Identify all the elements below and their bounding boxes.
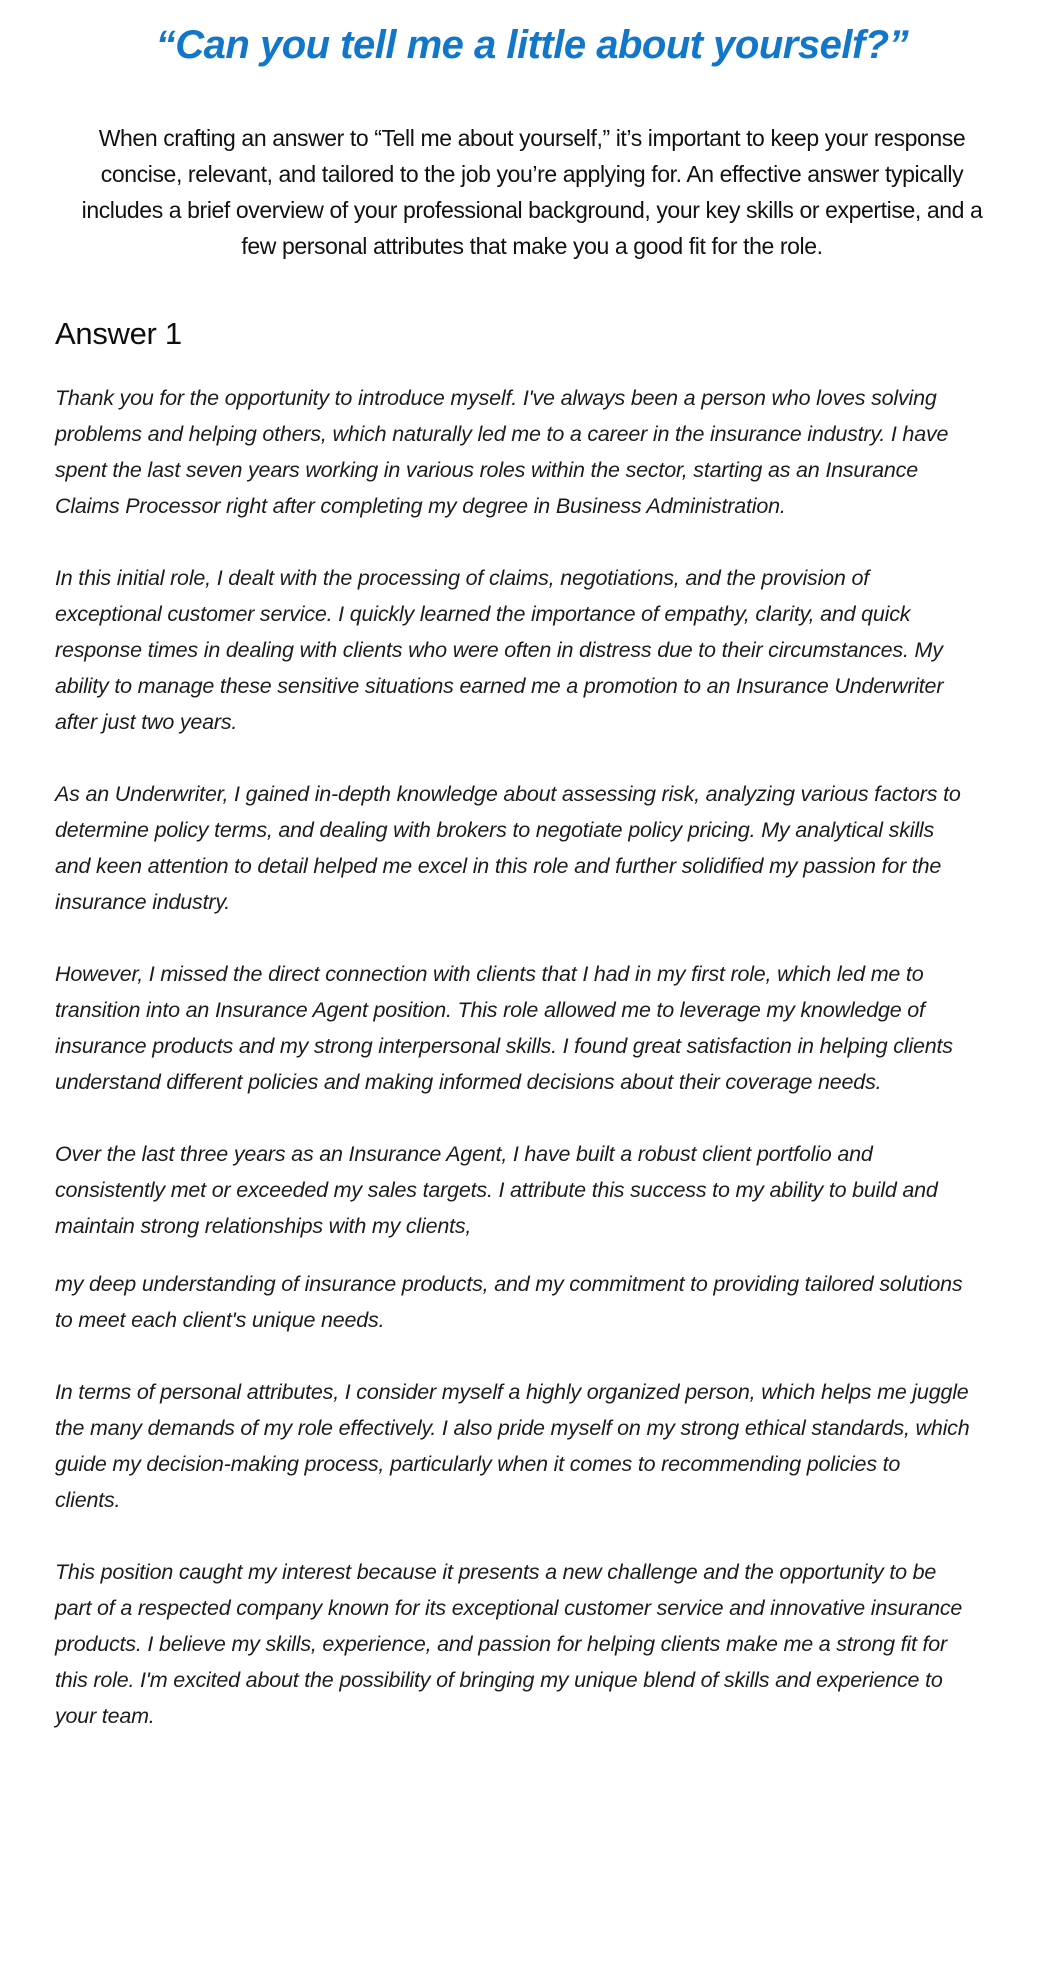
answer-paragraph: However, I missed the direct connection with clients that I had in my first role, which led me to transition into an Insurance Agent position. This role allowed me to leverage my knowledge of insurance products and my strong interpersonal skills. I found great satisfaction in helping clients understand different policies and making informed decisions about their coverage needs. bbox=[55, 962, 953, 1094]
intro-paragraph: When crafting an answer to “Tell me about yourself,” it’s important to keep your response concise, relevant, and tailored to the job you’re applying for. An effective answer typically includes a brief overview of your professional background, your key skills or expertise, and a few personal attributes that make you a good fit for the role. bbox=[81, 125, 983, 259]
answer-paragraph: Thank you for the opportunity to introduce myself. I've always been a person who loves solving problems and helping others, which naturally led me to a career in the insurance industry. I have spent the last seven years working in various roles within the sector, starting as an Insurance Claims Processor right after completing my degree in Business Administration. bbox=[55, 386, 949, 518]
answer-paragraph: In this initial role, I dealt with the processing of claims, negotiations, and the provision of exceptional customer service. I quickly learned the importance of empathy, clarity, and quick response times in dealing with clients who were often in distress due to their circumstances. My ability to manage these sensitive situations earned me a promotion to an Insurance Underwriter after just two years. bbox=[55, 566, 944, 734]
answer-paragraph: Over the last three years as an Insurance Agent, I have built a robust client portfolio and consistently met or exceeded my sales targets. I attribute this success to my ability to build and maintain strong relationships with my clients, bbox=[55, 1142, 938, 1238]
answer-paragraph: This position caught my interest because it presents a new challenge and the opportunity to be part of a respected company known for its exceptional customer service and innovative insurance products. I believe my skills, experience, and passion for helping clients make me a strong fit for this role. I'm excited about the possibility of bringing my unique blend of skills and experience to your team. bbox=[55, 1560, 963, 1728]
answer-paragraph: In terms of personal attributes, I consider myself a highly organized person, which helps me juggle the many demands of my role effectively. I also pride myself on my strong ethical standards, which guide my decision-making process, particularly when it comes to recommending policies to clients. bbox=[55, 1380, 970, 1512]
answer-body bbox=[55, 380, 971, 1734]
page-title: “Can you tell me a little about yourself?” bbox=[155, 23, 909, 67]
answer-heading: Answer 1 bbox=[55, 316, 182, 351]
answer-paragraph: my deep understanding of insurance products, and my commitment to providing tailored solutions to meet each client's unique needs. bbox=[55, 1272, 963, 1332]
answer-paragraph: As an Underwriter, I gained in-depth knowledge about assessing risk, analyzing various factors to determine policy terms, and dealing with brokers to negotiate policy pricing. My analytical skills and keen attention to detail helped me excel in this role and further solidified my passion for the insurance industry. bbox=[55, 782, 961, 914]
